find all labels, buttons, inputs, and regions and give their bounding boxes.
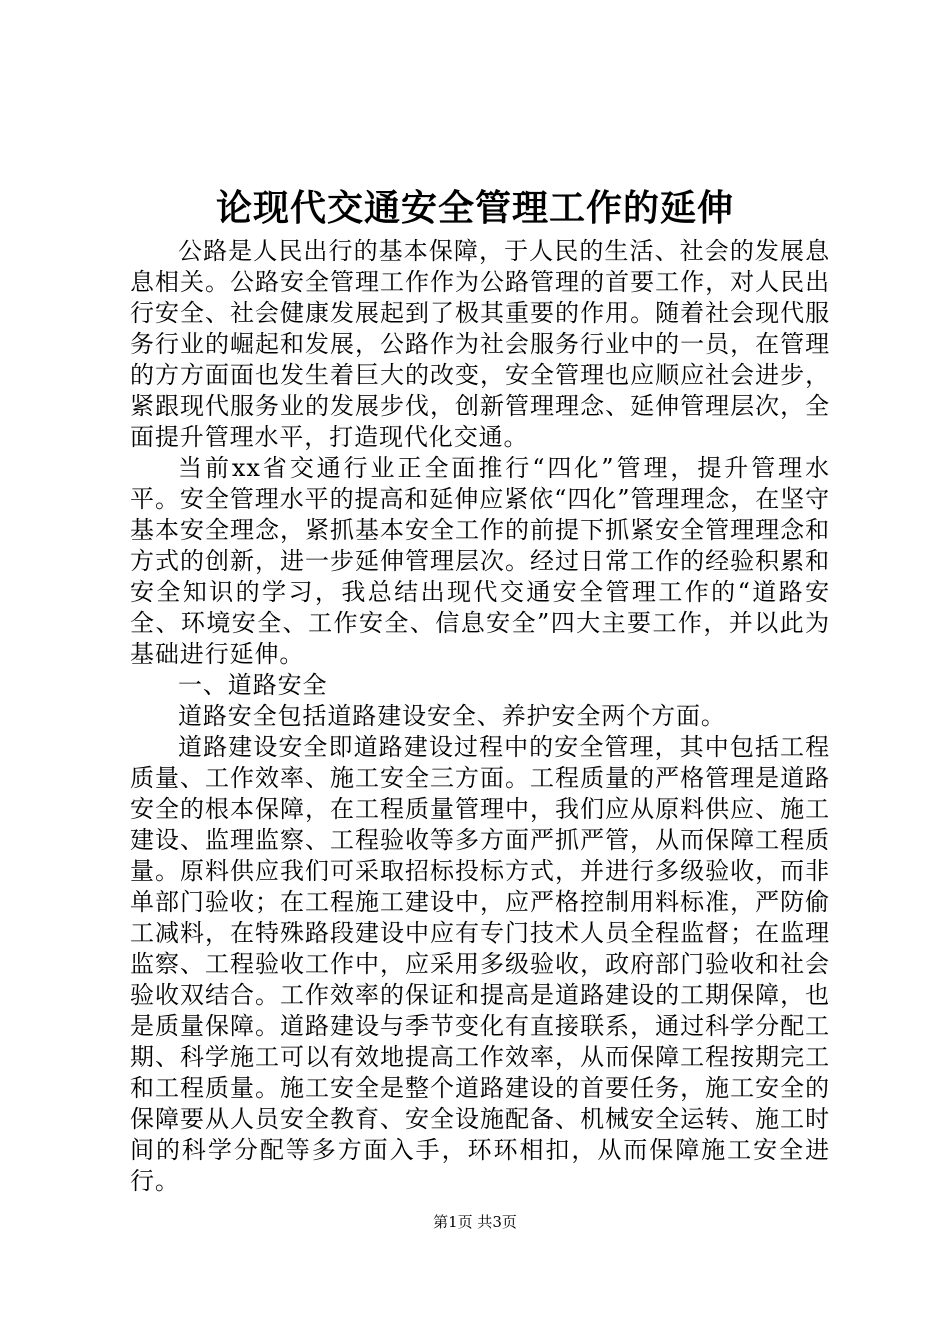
paragraph-road-safety-scope: 道路安全包括道路建设安全、养护安全两个方面。	[178, 702, 726, 730]
section-heading-road-safety: 一、道路安全	[178, 671, 328, 699]
paragraph-intro: 公路是人民出行的基本保障，于人民的生活、社会的发展息息相关。公路安全管理工作作为公路管理的首要工作，对人民出行安全、社会健康发展起到了极其重要的作用。随着社会现代服务行业的崛起和发展，公路作为社会服务行业中的一员，在管理的方方面面也发生着巨大的改变，安全管理也应顺应社会进步，紧跟现代服务业的发展步伐，创新管理理念、延伸管理层次，全面提升管理水平，打造现代化交通。	[130, 237, 830, 451]
paragraph-four-modernizations: 当前xx省交通行业正全面推行“四化”管理，提升管理水平。安全管理水平的提高和延伸应紧依“四化”管理理念，在坚守基本安全理念，紧抓基本安全工作的前提下抓紧安全管理理念和方式的创新，进一步延伸管理层次。经过日常工作的经验积累和安全知识的学习，我总结出现代交通安全管理工作的“道路安全、环境安全、工作安全、信息安全”四大主要工作，并以此为基础进行延伸。	[130, 454, 830, 668]
page-number-footer: 第1页 共3页	[433, 1213, 517, 1231]
paragraph-road-construction-safety: 道路建设安全即道路建设过程中的安全管理，其中包括工程质量、工作效率、施工安全三方面。工程质量的严格管理是道路安全的根本保障，在工程质量管理中，我们应从原料供应、施工建设、监理监察、工程验收等多方面严抓严管，从而保障工程质量。原料供应我们可采取招标投标方式，并进行多级验收，而非单部门验收；在工程施工建设中，应严格控制用料标准，严防偷工减料，在特殊路段建设中应有专门技术人员全程监督；在监理监察、工程验收工作中，应采用多级验收，政府部门验收和社会验收双结合。工作效率的保证和提高是道路建设的工期保障，也是质量保障。道路建设与季节变化有直接联系，通过科学分配工期、科学施工可以有效地提高工作效率，从而保障工程按期完工和工程质量。施工安全是整个道路建设的首要任务，施工安全的保障要从人员安全教育、安全设施配备、机械安全运转、施工时间的科学分配等多方面入手，环环相扣，从而保障施工安全进行。	[130, 733, 830, 1195]
document-title: 论现代交通安全管理工作的延伸	[215, 187, 734, 229]
document-body	[130, 236, 830, 1197]
